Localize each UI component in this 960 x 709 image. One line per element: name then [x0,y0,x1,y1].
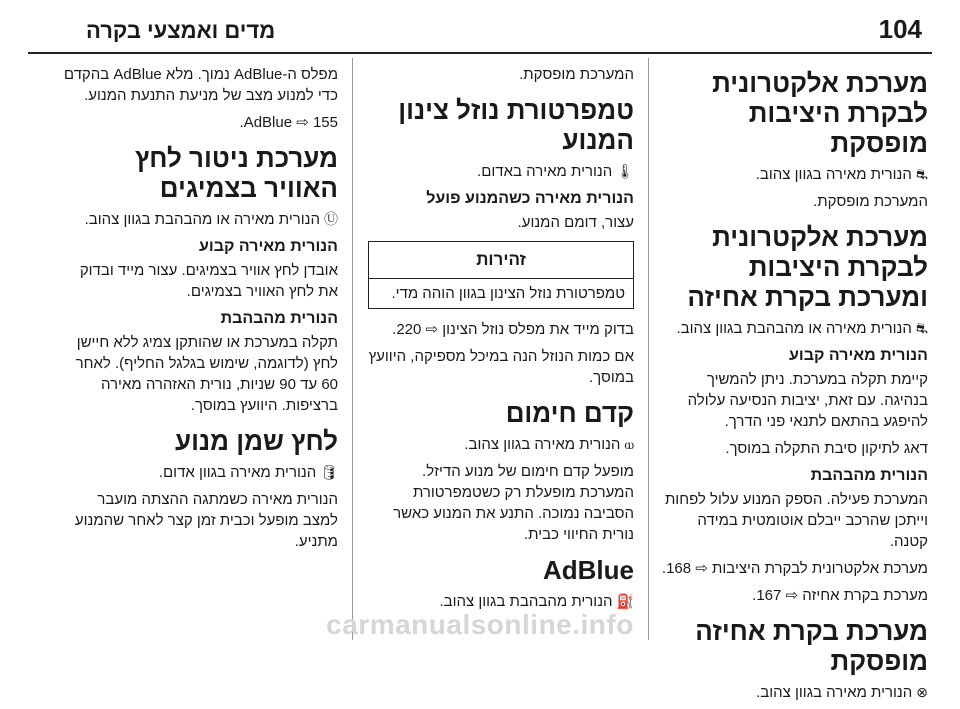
chapter-title: מדים ואמצעי בקרה [86,18,276,43]
paragraph: המערכת פעילה. הספק המנוע עלול לפחות וייתכן שהרכב ייבלם אוטומטית במידה קטנה. [664,491,928,550]
watermark-text: carmanualsonline.info [326,608,634,640]
paragraph: ⛐הנורית מאירה או מהבהבת בגוון צהוב. [676,320,928,337]
subheading: הנורית מהבהבת [220,310,338,327]
paragraph: אובדן לחץ אוויר בצמיגים. עצור מייד ובדוק את לחץ האוויר בצמיגים. [79,262,338,300]
cross-reference: בדוק מייד את מפלס נוזל הצינון ⇨ 220. [392,321,634,338]
paragraph: ⊗הנורית מאירה בגוון צהוב. [756,684,928,701]
paragraph: קיימת תקלה במערכת. ניתן להמשיך בנהיגה. עם זאת, יציבות הנסיעה עלולה להיפגע בהתאם לתנאי פני הדרך. [687,371,928,430]
header-rule [28,52,932,54]
cross-reference: מערכת אלקטרונית לבקרת היציבות ⇨ 168. [661,560,928,577]
car-skid-off-icon: ⛐ [915,166,928,182]
paragraph: תקלה במערכת או שהותקן צמיג ללא חיישן לחץ (לדוגמה, שימוש בגלגל החליף). לאחר 60 עד 90 שניות, נורית האזהרה מאירה ברציפות. היוועץ במוסך. [75,334,338,414]
paragraph: הנורית מאירה כשמתגה ההצתה מועבר למצב מופעל וכבית זמן קצר לאחר שהמנוע מתניע. [74,491,338,550]
section-title: טמפרטורת נוזל צינון המנוע [398,95,634,155]
section-title: מערכת אלקטרונית לבקרת היציבות מופסקת [712,68,928,158]
page-number: 104 [878,14,922,44]
section-title: קדם חימום [505,398,634,428]
section-title: מערכת בקרת אחיזה מופסקת [695,616,928,676]
paragraph: 🌡הנורית מאירה באדום. [477,163,634,180]
paragraph: המערכת מופסקת. [519,66,634,83]
paragraph: המערכת מופסקת. [813,193,928,210]
oil-can-icon: 🛢 [320,464,338,480]
paragraph: עצור, דומם המנוע. [517,214,634,231]
warning-box [368,241,634,309]
watermark [0,607,960,642]
cross-reference: AdBlue ⇨ 155. [239,114,338,131]
paragraph: ⛽הנורית מהבהבת בגוון צהוב. [439,593,634,610]
coolant-temp-icon: 🌡 [616,163,634,179]
cross-reference: מערכת בקרת אחיזה ⇨ 167. [752,587,928,604]
subheading: הנורית מאירה כשהמנוע פועל [426,190,634,207]
left-column [62,58,338,558]
warning-body: טמפרטורת נוזל הצינון בגוון הוהה מדי. [391,285,625,302]
subheading: הנורית מאירה קבוע [789,347,928,364]
adblue-icon: ⛽ [616,593,634,609]
paragraph: מופעל קדם חימום של מנוע הדיזל. המערכת מופעלת רק כשטמפרטורת הסביבה נמוכה. התנע את המנוע כאשר נורית החיווי כבית. [393,463,634,543]
subheading: הנורית מאירה קבוע [199,238,338,255]
paragraph: אם כמות הנוזל הנה במיכל מספיקה, היוועץ במוסך. [368,348,634,386]
tire-pressure-icon: Ⓤ [324,211,338,227]
page-header [0,0,960,52]
section-title: לחץ שמן מנוע [175,426,338,456]
column-divider [648,58,649,640]
paragraph: ⲱהנורית מאירה בגוון צהוב. [464,436,634,453]
section-title: מערכת אלקטרונית לבקרת היציבות ומערכת בקרת אחיזה [687,222,928,312]
paragraph: מפלס ה-AdBlue נמוך. מלא AdBlue בהקדם כדי למנוע מצב של מניעת התנעת המנוע. [63,66,338,104]
subheading: הנורית מהבהבת [810,467,928,484]
section-title: AdBlue [543,555,634,585]
paragraph: Ⓤהנורית מאירה או מהבהבת בגוון צהוב. [84,211,338,228]
paragraph: 🛢הנורית מאירה בגוון אדום. [158,464,338,481]
warning-title: זהירות [369,242,633,279]
glow-plug-icon: ⲱ [624,436,634,452]
section-title: מערכת ניטור לחץ האוויר בצמיגים [134,143,338,203]
tc-off-icon: ⊗ [916,684,928,700]
middle-column [368,58,634,618]
paragraph: ⛐הנורית מאירה בגוון צהוב. [755,166,928,183]
paragraph: דאג לתיקון סיבת התקלה במוסך. [725,440,928,457]
car-skid-icon: ⛐ [915,320,928,336]
column-divider [352,58,353,640]
